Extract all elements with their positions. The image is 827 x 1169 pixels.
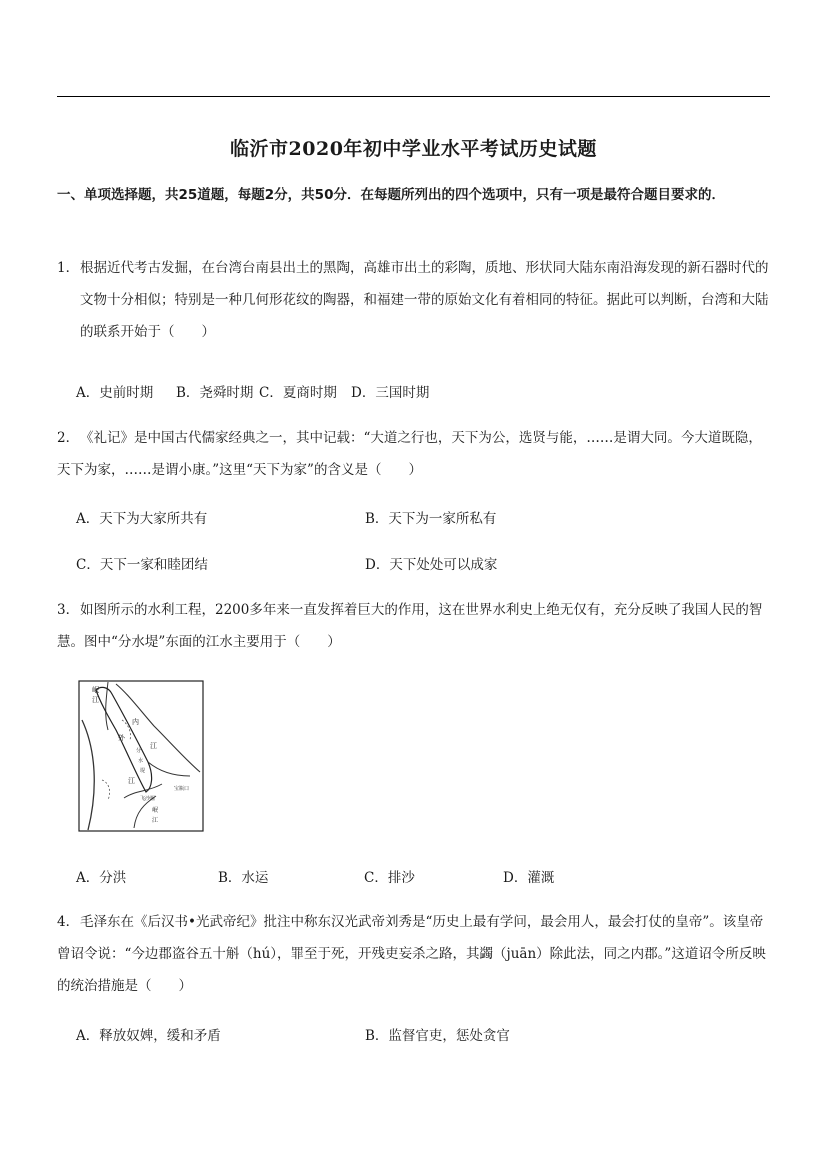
question-1 <box>57 252 770 348</box>
option-b[interactable]: B．尧舜时期 <box>176 385 254 401</box>
map-label: 堤 <box>140 768 146 774</box>
question-number: 3． <box>57 602 80 618</box>
map-label: 江 <box>152 817 159 824</box>
option-b[interactable]: B．天下为一家所私有 <box>365 511 497 527</box>
map-label: 江 <box>150 742 157 750</box>
option-d[interactable]: D．三国时期 <box>351 385 430 401</box>
dujiangyan-map <box>78 680 204 832</box>
question-number: 1． <box>57 260 80 276</box>
question-number: 2． <box>57 430 80 446</box>
option-a[interactable]: A．分洪 <box>76 870 127 886</box>
question-4 <box>57 906 770 1002</box>
option-a[interactable]: A．史前时期 <box>76 385 154 401</box>
option-d[interactable]: D．灌溉 <box>503 870 555 886</box>
map-label: 宝瓶口 <box>174 786 190 792</box>
header-rule <box>57 96 770 97</box>
map-label: 江 <box>128 777 135 785</box>
question-3 <box>57 594 770 658</box>
map-label: 分 <box>136 748 142 754</box>
map-label: 外 <box>118 734 125 742</box>
page-title: 临沂市2020年初中学业水平考试历史试题 <box>230 138 597 160</box>
option-c[interactable]: C．天下一家和睦团结 <box>76 557 208 573</box>
option-a[interactable]: A．天下为大家所共有 <box>76 511 208 527</box>
question-2 <box>57 422 770 486</box>
question-number: 4． <box>57 914 80 930</box>
option-c[interactable]: C．夏商时期 <box>259 385 337 401</box>
option-c[interactable]: C．排沙 <box>364 870 415 886</box>
map-label: 岷 <box>152 807 159 814</box>
option-b[interactable]: B．水运 <box>218 870 269 886</box>
option-b[interactable]: B．监督官吏，惩处贪官 <box>365 1028 510 1044</box>
map-label: 水 <box>138 758 144 764</box>
question-stem: 毛泽东在《后汉书•光武帝纪》批注中称东汉光武帝刘秀是“历史上最有学问，最会用人，最会打仗的皇帝”。该皇帝曾诏令说：“今边郡盗谷五十斛（hú），罪至于死，开残吏妄杀之路，其蠲（juān）除此法，同之内郡。”这道诏令所反映的统治措施是（ ） <box>57 914 766 994</box>
option-d[interactable]: D．天下处处可以成家 <box>365 557 498 573</box>
map-label: 江 <box>92 696 99 704</box>
section-instructions: 一、单项选择题，共25道题，每题2分，共50分．在每题所列出的四个选项中，只有一项是最符合题目要求的． <box>57 187 725 203</box>
question-stem: 如图所示的水利工程，2200多年来一直发挥着巨大的作用，这在世界水利史上绝无仅有，充分反映了我国人民的智慧。图中“分水堤”东面的江水主要用于（ ） <box>57 602 763 650</box>
map-label: 内 <box>132 718 139 726</box>
map-label: 岷 <box>92 686 99 694</box>
option-a[interactable]: A．释放奴婢，缓和矛盾 <box>76 1028 221 1044</box>
question-stem: 根据近代考古发掘，在台湾台南县出土的黑陶，高雄市出土的彩陶，质地、形状同大陆东南沿海发现的新石器时代的文物十分相似；特别是一种几何形花纹的陶器，和福建一带的原始文化有着相同的特征。据此可以判断，台湾和大陆的联系开始于（ ） <box>80 260 769 340</box>
map-label: 飞沙堰 <box>140 796 156 802</box>
question-stem: 《礼记》是中国古代儒家经典之一，其中记载：“大道之行也，天下为公，选贤与能，……是谓大同。今大道既隐，天下为家，……是谓小康。”这里“天下为家”的含义是（ ） <box>57 430 762 478</box>
